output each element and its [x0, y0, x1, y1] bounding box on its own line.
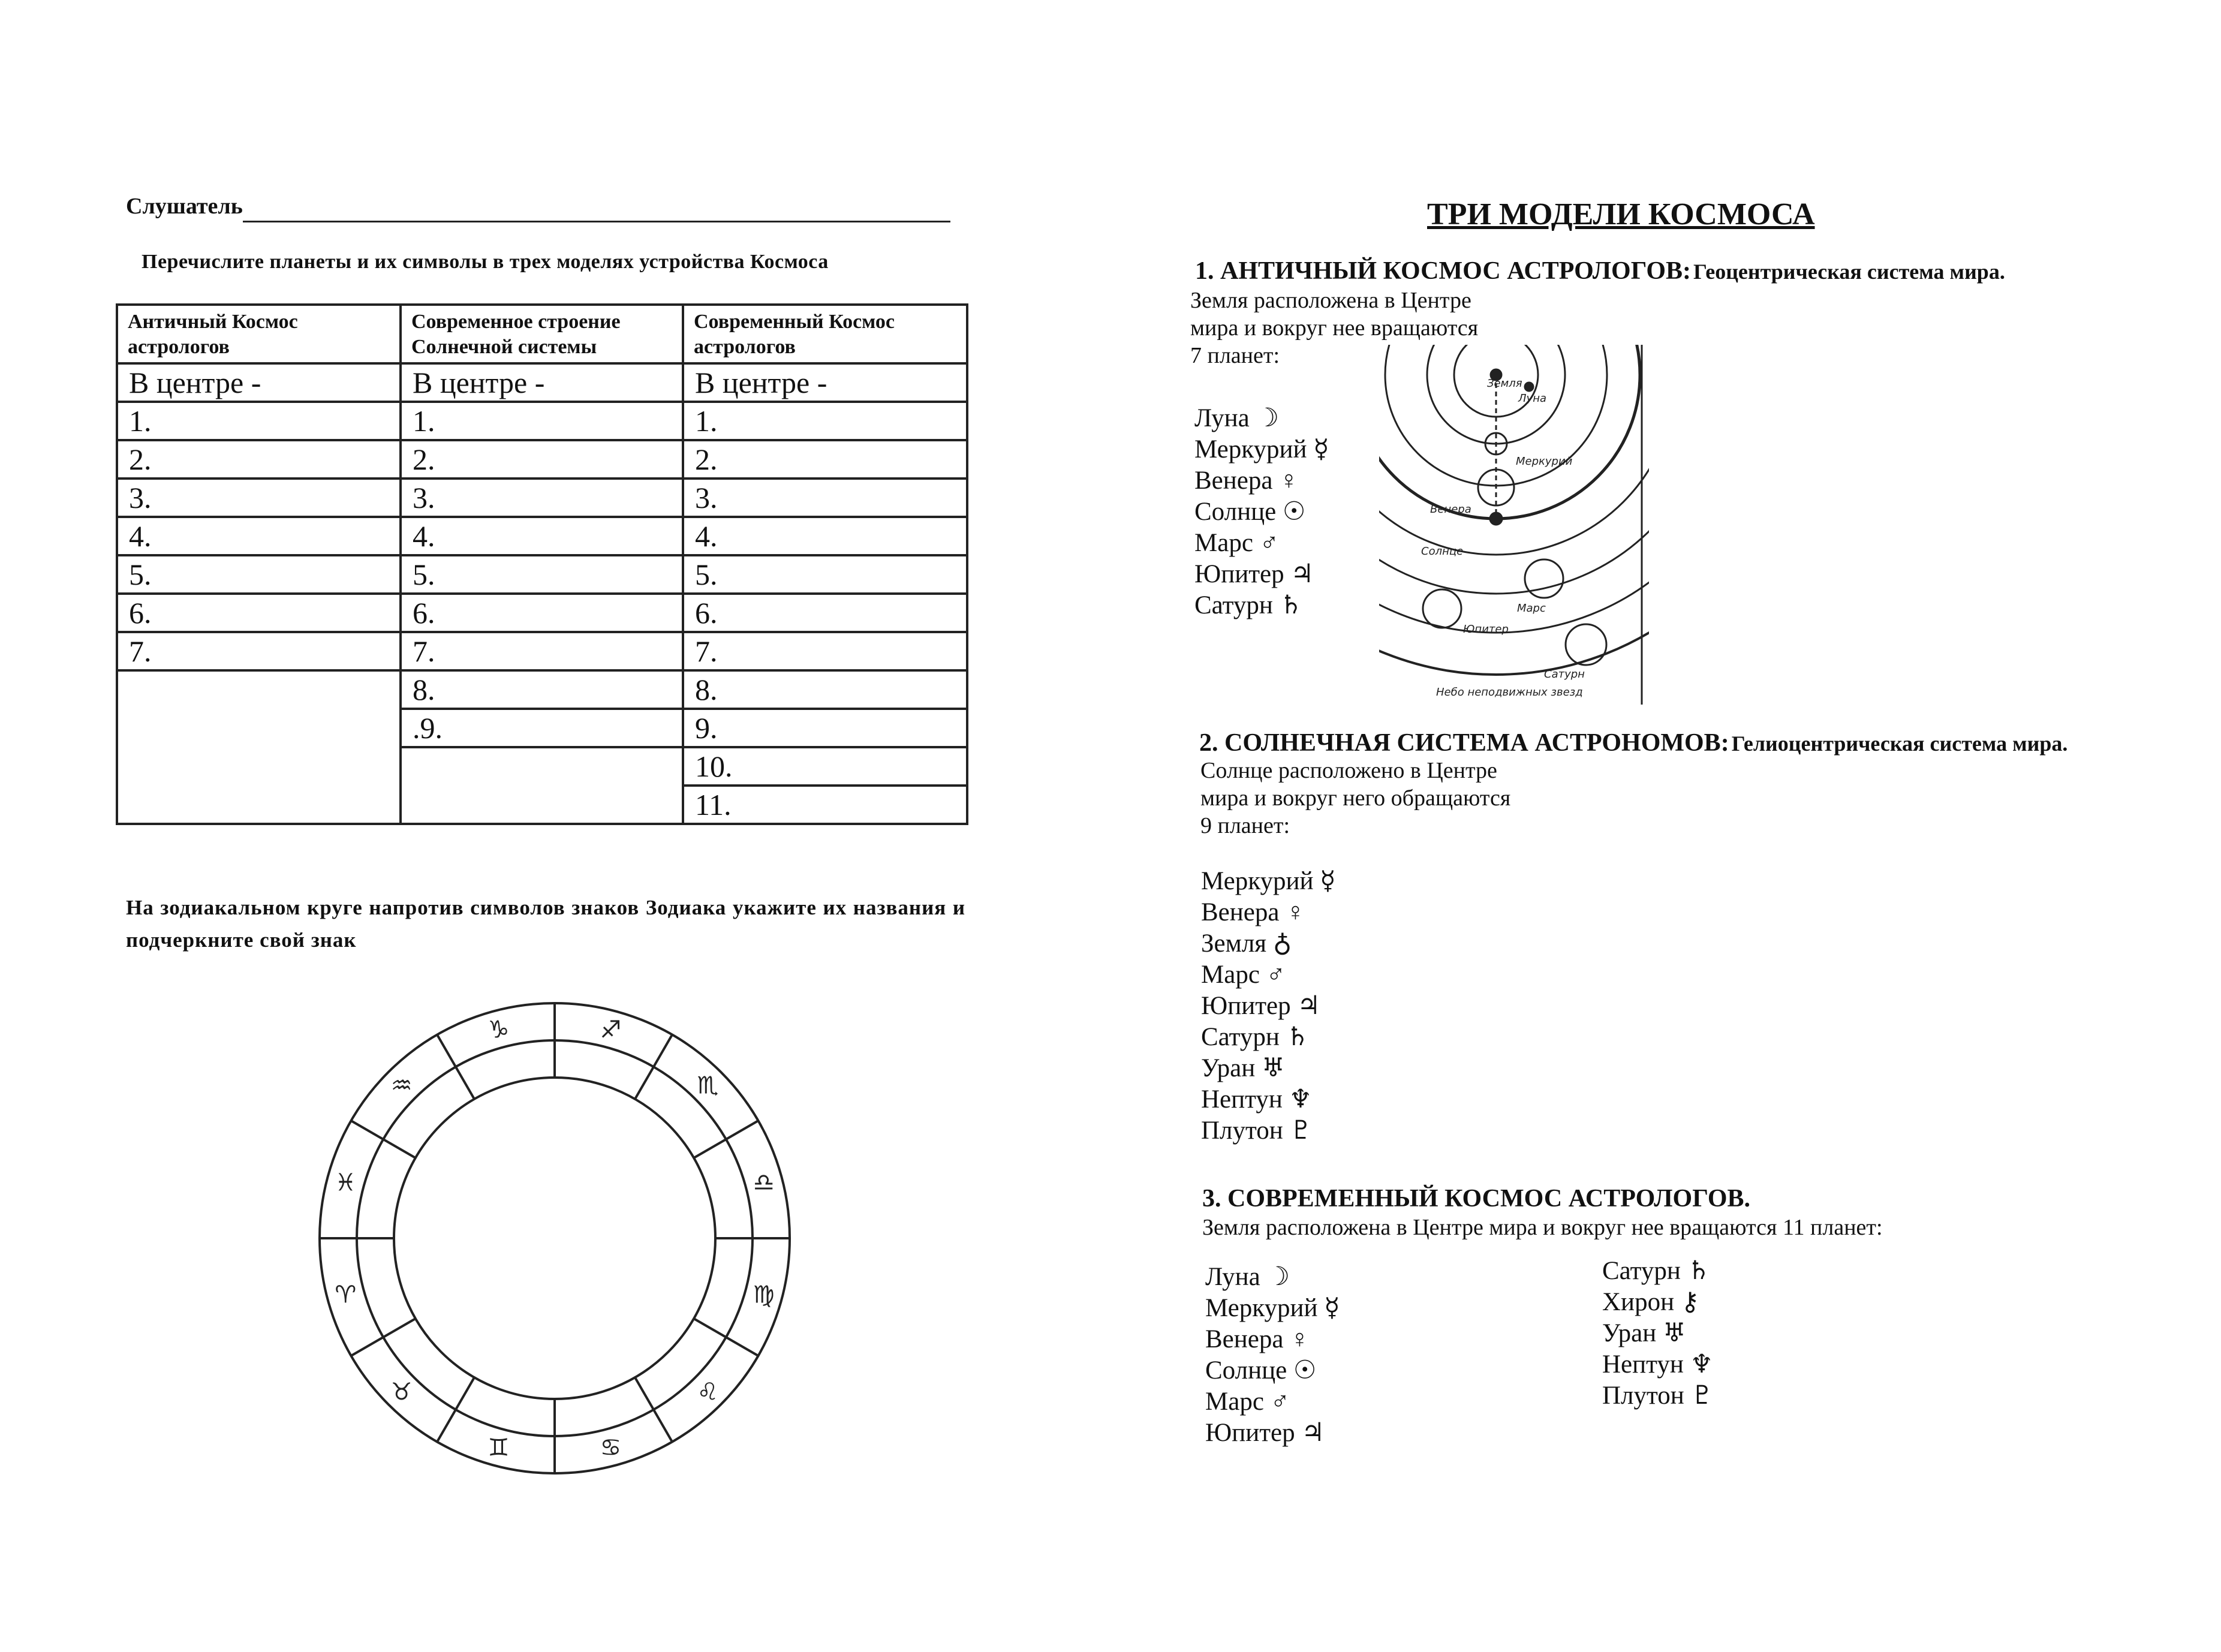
list-item: Сатурн ♄ — [1194, 591, 1303, 619]
zodiac-symbol-icon: ♊ — [487, 1434, 510, 1462]
list-item: Юпитер ♃ — [1194, 560, 1314, 588]
zodiac-divider — [437, 1035, 474, 1099]
table-cell[interactable]: 10. — [683, 747, 967, 786]
list-item: Меркурий ☿ — [1201, 867, 1336, 895]
venus-orbit — [1385, 345, 1607, 486]
zodiac-divider — [694, 1121, 758, 1158]
table-cell[interactable]: 4. — [401, 517, 683, 555]
table-cell[interactable]: 2. — [401, 440, 683, 479]
list-item: Сатурн ♄ — [1602, 1257, 1711, 1285]
list-item: Меркурий ☿ — [1194, 435, 1329, 464]
table-cell[interactable]: 4. — [683, 517, 967, 555]
label-sun: Солнце — [1421, 545, 1464, 558]
list-item: Солнце ☉ — [1194, 498, 1306, 526]
zodiac-symbol-icon: ♉ — [390, 1378, 413, 1406]
geocentric-diagram — [1379, 345, 1649, 705]
text-line: 9 планет: — [1200, 813, 1290, 838]
zodiac-symbol-icon: ♐ — [600, 1016, 622, 1044]
section2-heading — [1199, 729, 2067, 757]
listener-name-line[interactable] — [243, 221, 950, 222]
list-item: Венера ♀ — [1205, 1325, 1310, 1353]
table-row — [117, 670, 967, 709]
label-mercury: Меркурий — [1516, 455, 1573, 468]
list-item: Луна ☽ — [1194, 404, 1279, 432]
table-cell[interactable]: 6. — [401, 594, 683, 632]
text-line: 7 планет: — [1190, 343, 1280, 368]
table-cell[interactable]: 5. — [401, 555, 683, 594]
zodiac-divider — [437, 1377, 474, 1442]
label-mars: Марс — [1517, 602, 1546, 615]
list-item: Плутон ♇ — [1201, 1117, 1313, 1145]
zodiac-symbol-icon: ♍ — [753, 1281, 775, 1309]
table-cell[interactable]: 9. — [683, 709, 967, 747]
table-cell[interactable] — [117, 709, 401, 747]
text-line: мира и вокруг него обращаются — [1200, 786, 1511, 811]
jupiter-epicycle — [1525, 559, 1563, 598]
table-row — [117, 709, 967, 747]
sun-icon — [1490, 513, 1502, 525]
table-cell[interactable]: 7. — [117, 632, 401, 670]
list-item: Марс ♂ — [1194, 529, 1279, 557]
zodiac-divider — [694, 1319, 758, 1356]
table-cell[interactable]: 6. — [683, 594, 967, 632]
list-item: Марс ♂ — [1201, 961, 1286, 989]
section2-title: 2. СОЛНЕЧНАЯ СИСТЕМА АСТРОНОМОВ: — [1199, 729, 1729, 757]
zodiac-symbol-icon: ♑ — [487, 1016, 510, 1044]
table-cell[interactable]: 7. — [401, 632, 683, 670]
table-cell[interactable]: 1. — [117, 402, 401, 440]
table-cell[interactable]: 3. — [401, 479, 683, 517]
zodiac-symbol-icon: ♒ — [390, 1072, 413, 1100]
zodiac-symbol-icon: ♋ — [600, 1434, 622, 1462]
list-item: Уран ♅ — [1201, 1054, 1285, 1082]
list-item: Хирон ⚷ — [1602, 1288, 1700, 1316]
table-cell[interactable]: 4. — [117, 517, 401, 555]
table-cell[interactable]: В центре - — [117, 363, 401, 402]
table-header-ancient: Античный Космос астрологов — [117, 305, 401, 363]
section3-planet-list-right — [1602, 1256, 1714, 1412]
mars-epicycle — [1423, 589, 1461, 628]
table-cell[interactable]: 7. — [683, 632, 967, 670]
label-moon: Луна — [1518, 392, 1546, 405]
label-fixed-stars: Небо неподвижных звезд — [1436, 686, 1583, 699]
zodiac-middle-circle — [357, 1040, 753, 1436]
section1-heading — [1195, 257, 2005, 285]
table-cell[interactable]: 5. — [683, 555, 967, 594]
table-row — [117, 402, 967, 440]
table-header-modern: Современный Космос астрологов — [683, 305, 967, 363]
table-cell[interactable]: 3. — [683, 479, 967, 517]
table-row — [117, 747, 967, 786]
table-header-row — [117, 305, 967, 363]
list-item: Нептун ♆ — [1201, 1085, 1313, 1114]
table-cell[interactable]: 11. — [683, 786, 967, 824]
text-line: Солнце расположено в Центре — [1200, 758, 1497, 783]
table-cell[interactable] — [117, 786, 401, 824]
zodiac-symbol-icon: ♏ — [697, 1072, 719, 1100]
zodiac-wheel — [300, 983, 809, 1493]
label-saturn: Сатурн — [1544, 668, 1585, 681]
table-row — [117, 786, 967, 824]
zodiac-inner-circle[interactable] — [394, 1078, 715, 1399]
section2-text — [1200, 757, 1510, 839]
list-item: Земля ♁ — [1201, 929, 1292, 958]
table-row — [117, 440, 967, 479]
table-row — [117, 517, 967, 555]
list-item: Венера ♀ — [1201, 898, 1305, 926]
list-item: Плутон ♇ — [1602, 1382, 1714, 1410]
table-cell[interactable] — [401, 747, 683, 786]
table-row — [117, 555, 967, 594]
table-cell[interactable]: 3. — [117, 479, 401, 517]
table-cell[interactable]: .9. — [401, 709, 683, 747]
page-title: ТРИ МОДЕЛИ КОСМОСА — [1427, 197, 1815, 231]
list-item: Венера ♀ — [1194, 467, 1299, 495]
table-cell[interactable] — [117, 670, 401, 709]
list-item: Луна ☽ — [1205, 1263, 1290, 1291]
label-venus: Венера — [1430, 503, 1471, 516]
table-cell[interactable]: 6. — [117, 594, 401, 632]
list-item: Марс ♂ — [1205, 1388, 1290, 1416]
label-jupiter: Юпитер — [1463, 623, 1509, 636]
planets-table — [116, 303, 968, 825]
table-cell[interactable]: 5. — [117, 555, 401, 594]
table-cell[interactable]: 2. — [117, 440, 401, 479]
table-cell[interactable]: 8. — [401, 670, 683, 709]
zodiac-divider — [351, 1319, 416, 1356]
section3-title: 3. СОВРЕМЕННЫЙ КОСМОС АСТРОЛОГОВ. — [1202, 1185, 1751, 1212]
section3-text: Земля расположена в Центре мира и вокруг нее вращаются 11 планет: — [1202, 1215, 1883, 1240]
zodiac-divider — [635, 1377, 672, 1442]
text-line: мира и вокруг нее вращаются — [1190, 315, 1479, 341]
table-cell[interactable]: 1. — [683, 402, 967, 440]
table-row — [117, 479, 967, 517]
section2-planet-list — [1201, 866, 1336, 1147]
list-item: Юпитер ♃ — [1205, 1419, 1325, 1447]
section3-planet-list-left — [1205, 1262, 1340, 1449]
saturn-epicycle — [1566, 624, 1606, 665]
zodiac-divider — [351, 1121, 416, 1158]
table-header-solar: Современное строение Солнечной системы — [401, 305, 683, 363]
sun-orbit — [1379, 345, 1640, 519]
planets-instruction: Перечислите планеты и их символы в трех моделях устройства Космоса — [142, 251, 829, 273]
table-cell[interactable]: 8. — [683, 670, 967, 709]
list-item: Уран ♅ — [1602, 1319, 1686, 1347]
table-cell[interactable] — [401, 786, 683, 824]
section1-title: 1. АНТИЧНЫЙ КОСМОС АСТРОЛОГОВ: — [1195, 257, 1692, 285]
table-cell[interactable]: В центре - — [401, 363, 683, 402]
list-item: Юпитер ♃ — [1201, 992, 1320, 1020]
listener-label: Слушатель — [126, 194, 243, 219]
table-row — [117, 594, 967, 632]
table-row — [117, 632, 967, 670]
text-line: Земля расположена в Центре — [1190, 288, 1471, 313]
label-earth: Земля — [1487, 377, 1522, 390]
zodiac-divider — [635, 1035, 672, 1099]
section1-desc: Геоцентрическая система мира. — [1693, 260, 2005, 284]
list-item: Меркурий ☿ — [1205, 1294, 1340, 1322]
zodiac-symbol-icon: ♓ — [335, 1169, 357, 1197]
table-row-center — [117, 363, 967, 402]
table-cell[interactable] — [117, 747, 401, 786]
zodiac-instruction: На зодиакальном круге напротив символов знаков Зодиака укажите их названия и подчеркните свой знак — [126, 896, 965, 952]
table-cell[interactable]: В центре - — [683, 363, 967, 402]
table-cell[interactable]: 1. — [401, 402, 683, 440]
section2-desc: Гелиоцентрическая система мира. — [1731, 732, 2068, 756]
table-cell[interactable]: 2. — [683, 440, 967, 479]
list-item: Нептун ♆ — [1602, 1350, 1714, 1379]
list-item: Сатурн ♄ — [1201, 1023, 1310, 1051]
section1-planet-list — [1194, 403, 1329, 621]
fixed-stars-sphere — [1379, 345, 1649, 675]
zodiac-symbol-icon: ♈ — [335, 1281, 357, 1309]
zodiac-symbol-icon: ♌ — [697, 1378, 719, 1406]
zodiac-symbol-icon: ♎ — [753, 1169, 775, 1197]
mars-orbit — [1379, 345, 1649, 555]
moon-icon — [1525, 383, 1533, 391]
list-item: Солнце ☉ — [1205, 1356, 1317, 1385]
